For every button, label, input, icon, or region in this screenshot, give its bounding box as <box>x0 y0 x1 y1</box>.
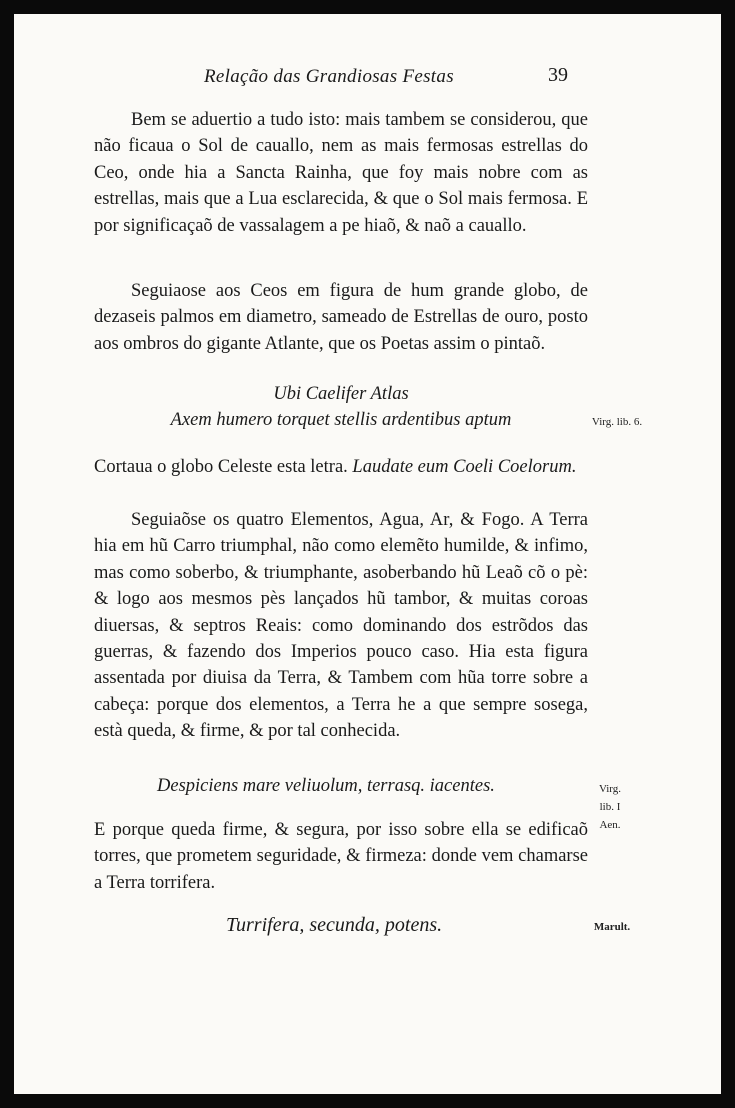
paragraph-5: E porque queda firme, & segura, por isso sobre ella se edificaõ torres, que prometem seguridade, & firmeza: donde vem chamarse a Terra torrifera. <box>94 820 588 893</box>
running-title: Relação das Grandiosas Festas <box>204 66 454 87</box>
paragraph-3 <box>94 454 588 480</box>
verse-2: Despiciens mare veliuolum, terrasq. iacentes. <box>157 776 495 796</box>
margin-note-2-line-2: lib. I <box>599 801 621 813</box>
paragraph-1: Bem se aduertio a tudo isto: mais tambem se considerou, que não ficaua o Sol de cauallo, nem as mais fermosas estrellas do Ceo, onde hia a Sancta Rainha, que foy mais nobre com as estrellas, mais que a Lua esclarecida, & que o Sol mais fermosa. E por significaçaõ de vassalagem a pe hiaõ, & naõ a cauallo. <box>94 110 588 236</box>
page-number: 39 <box>548 64 568 86</box>
paragraph-2: Seguiaose aos Ceos em figura de hum grande globo, de dezaseis palmos em diametro, sameado de Estrellas de ouro, posto aos ombros do gigante Atlante, que os Poetas assim o pintaõ. <box>94 281 588 354</box>
margin-note-marult: Marult. <box>593 921 631 933</box>
verse-1-line-1: Ubi Caelifer Atlas <box>273 384 409 404</box>
margin-note-virg-aen <box>586 780 634 834</box>
book-page <box>14 14 721 1094</box>
verse-1-line-2: Axem humero torquet stellis ardentibus aptum <box>170 410 512 430</box>
paragraph-3-text: Cortaua o globo Celeste esta letra. <box>94 457 348 477</box>
margin-note-2-line-3: Aen. <box>599 819 621 831</box>
margin-note-virg-lib-6: Virg. lib. 6. <box>591 416 643 428</box>
page-header <box>14 64 721 94</box>
paragraph-3-quote: Laudate eum Coeli Coelorum. <box>352 457 577 477</box>
paragraph-4: Seguiaõse os quatro Elementos, Agua, Ar, & Fogo. A Terra hia em hũ Carro triumphal, não como elemẽto humilde, & infimo, mas como soberbo, & triumphante, asoberbando hũ Leaõ cõ o pè: & logo aos mesmos pès lançados hũ tambor, & muitas coroas diuersas, & septros Reais: como dominando dos estrõdos das guerras, & fazendo dos Imperios pouco caso. Hia esta figura assentada por diuisa da Terra, & Tambem com hũa torre sobre a cabeça: porque dos elementos, a Terra he a que sempre sosega, està queda, & firme, & por tal conhecida. <box>94 510 588 742</box>
verse-3: Turrifera, secunda, potens. <box>226 914 443 936</box>
margin-note-2-line-1: Virg. <box>598 783 622 795</box>
